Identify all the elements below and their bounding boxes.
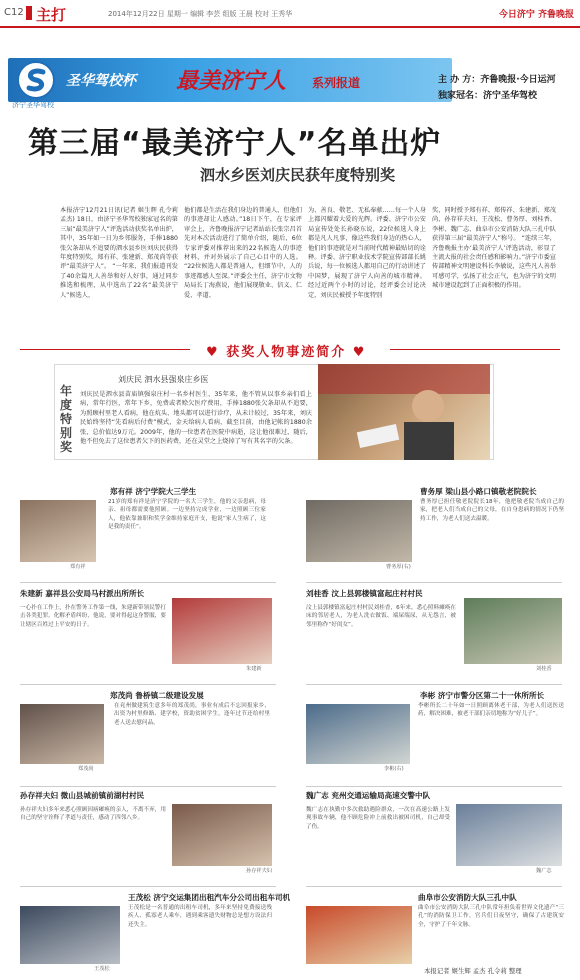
card-separator	[306, 886, 562, 887]
award-card-text: 曹务厚已担任敬老院院长18年，他把敬老院当成自己的家，把老人们当成自己的父母，在自身患病的情况下仍坚持工作，为老人们送去温暖。	[420, 499, 564, 522]
award-card-photo	[456, 804, 562, 866]
special-award-text: 刘庆民是泗水县苗庙镇强泉庄村一名乡村医生，35年来，他不管从以事乡亲们看上病，常年行医，常年下乡，免费或者赊欠医疗费用，手捧1880张欠条却从不追要，为照顾村里老人看病，他在炕头、地头都可以进行诊疗，从未计较过，35年来，刘庆民始终坚持“先看病后付费”模式，金天给病人看病，截至目前，由他记帐的1880余张，总价值达9万元。2009年，他的一位患者在医院中病逝，这让他很难过，随后，他不但免去了这位患者欠下的医药费，还在灵堂之上烧掉了写有其名字的欠条。	[80, 391, 312, 446]
card-separator	[306, 786, 562, 787]
organizer-line: 主 办 方：齐鲁晚报·今日运河	[438, 75, 556, 85]
award-card-photo	[20, 500, 96, 562]
section-divider-left	[20, 349, 190, 350]
award-card-text: 王茂松是一名普通的出租车司机，多年来坚持免费接送残疾人、孤寡老人乘车，遇到乘客遗失财物总是想方设法归还失主。	[128, 905, 272, 928]
award-card-text: 21岁的郑有祥是济宁学院的一名大三学生，他的父亲患病，母亲、祖母都需要他照顾。一边坚持完成学业，一边照顾三位家人，他依靠兼职和奖学金维持家庭开支，他说“家人生病了，这是我的责任”。	[108, 499, 266, 531]
award-card-heading: 魏广志 兖州交通运输局高速交警中队	[306, 791, 431, 800]
award-card-text: 曲阜市公安消防大队三孔中队常年担负着世界文化遗产“三孔”的消防保卫工作，官兵们日夜坚守，确保了古建筑安全，守护了千年文脉。	[418, 905, 564, 928]
section-title: 主打	[36, 6, 67, 24]
award-card-photo	[20, 906, 120, 964]
banner-cup-title: 圣华驾校杯	[66, 73, 136, 89]
card-separator	[306, 582, 562, 583]
award-card-text: 魏广志在执勤中多次救助遇险群众，一次在高速公路上发现事故车辆，他不顾危险冲上前救出被困司机，自己却受了伤。	[306, 807, 450, 830]
card-separator	[306, 684, 562, 685]
award-card-heading: 曹务厚 梁山县小路口镇敬老院院长	[420, 487, 537, 496]
card-separator	[20, 786, 276, 787]
section-marker	[26, 6, 32, 20]
award-card-photo	[172, 598, 272, 664]
special-award-photo	[318, 364, 490, 460]
article-subheadline: 泗水乡医刘庆民获年度特别奖	[200, 166, 396, 184]
award-card-caption: 王茂松	[94, 966, 110, 972]
award-card-caption: 郑有祥	[70, 564, 86, 570]
award-card-heading: 曲阜市公安消防大队三孔中队	[418, 893, 517, 902]
card-separator	[20, 684, 276, 685]
card-separator	[20, 886, 276, 887]
award-card-photo	[306, 500, 412, 562]
special-award-label: 年度特别奖	[60, 384, 73, 454]
article-headline: 第三届“最美济宁人”名单出炉	[28, 126, 442, 161]
article-column-1: 本报济宁12月21日讯(记者 姬生辉 孔令莉 孟杰) 18日，由济宁圣华驾校独家冠名的第三届“最美济宁人”评选活动获奖名单出炉，其中，35年如一日为乡邻服务，手捧1880张欠条却从不追要的泗水县乡医刘庆民获得年度特别奖，郑有祥、张建新、郑茂尚等获评“最美济宁人”。 “一年来，我们报道刊发了40余篇凡人善举和好人好事，通过同步推选和梳理，从中选出了22名“最美济宁人”候选人，	[60, 207, 178, 299]
logo-caption: 济宁圣华驾校	[12, 101, 54, 109]
banner-main-title: 最美济宁人	[176, 68, 287, 94]
award-card-heading: 朱建新 嘉祥县公安局马村派出所所长	[20, 589, 145, 598]
award-card-text: 一心扑在工作上，扑在警务工作第一线，朱建新带领民警打击各类犯罪，化解矛盾纠纷，他说，要对得起这身警服，要让辖区百姓过上平安的日子。	[20, 605, 166, 628]
award-card-text: 李彬所长二十年如一日照顾离休老干部，为老人们送医送药，解决困难，被老干部们亲切地称为“好儿子”。	[418, 703, 564, 718]
award-card-photo	[464, 598, 562, 664]
award-card-photo	[306, 906, 412, 964]
article-column-3: 为、善良、敬老、无私奉献……每一个人身上都闪耀着大爱的光辉。评委、济宁市公安局宣传处处长孙晓东说，22位候选人身上都是凡人凡事，像这些我们身边的热心人，他们的事迹就是对当前时代精神最贴切的诠释。评委、济宁职业技术学院宣传部部长姚兵说，每一位候选人都用自己的行动讲述了中国梦，展现了济宁人向善的城市精神。 经过近两个小时的讨论，经评委会讨论决定，刘庆民被授予年度特别	[308, 207, 426, 299]
page-number: C12	[4, 7, 24, 18]
award-card-photo	[20, 704, 104, 764]
school-logo-icon	[16, 60, 56, 100]
intro-section-title: ♥ 获奖人物事迹简介 ♥	[206, 345, 367, 360]
award-card-caption: 李彬(右)	[384, 766, 404, 772]
paper-name: 今日济宁 齐鲁晚报	[498, 10, 574, 20]
award-card-heading: 郑有祥 济宁学院大三学生	[110, 487, 197, 496]
award-card-photo	[306, 704, 410, 764]
award-card-text: 在兖州做建筑生意多年的郑茂尚，事业有成后不忘回报家乡，出资为村里修路、建学校，资助贫困学生，逢年过节还给村里老人送去慰问品。	[114, 703, 270, 726]
award-card-caption: 刘桂香	[536, 666, 552, 672]
special-award-name: 刘庆民 泗水县强泉庄乡医	[118, 375, 209, 384]
section-divider-right	[390, 349, 560, 350]
award-card-text: 孙存祥夫妇多年来悉心照顾因病瘫痪的亲人，不离不弃，用自己的坚守诠释了孝道与责任，感动了四邻八乡。	[20, 807, 166, 822]
award-card-heading: 孙存祥夫妇 微山县城前镇前湖村村民	[20, 791, 145, 800]
award-card-heading: 郑茂尚 鲁桥镇二级建设发展	[110, 691, 204, 700]
award-card-photo	[172, 804, 272, 866]
award-card-heading: 刘桂香 汶上县郭楼镇富起庄村村民	[306, 589, 423, 598]
award-card-caption: 曹务厚(右)	[386, 564, 411, 570]
card-separator	[20, 582, 276, 583]
issue-meta: 2014年12月22日 星期一 编辑 李芸 组版 王晨 校对 王秀华	[108, 10, 293, 18]
award-card-text: 汶上县郭楼镇富起庄村村民刘桂香，6年来，悉心照料瘫痪在床的邻居老人，为老人洗衣做饭、端屎端尿，从无怨言，被邻里称作“好闺女”。	[306, 605, 456, 628]
award-card-caption: 孙存祥夫妇	[246, 868, 272, 874]
article-column-2: 他们都是生活在我们身边的普通人，但他们的事迹却让人感动。”18日下午，在专家评审会上，齐鲁晚报济宁记者站站长张宗昌首先对本次活动进行了简单介绍，随后，6位专家评委对推荐出来的22名候选人的事迹材料，并对外展示了自己心目中的人选。 “22位候选人都是普通人，但细节中，人的事迹都感人至深。”评委会主任，济宁市文物局局长丁海燕说，他们展现敬业、信义、仁爱、孝道、	[184, 207, 302, 299]
award-card-caption: 郑茂尚	[78, 766, 94, 772]
banner-series-label: 系列报道	[312, 76, 361, 90]
award-card-heading: 王茂松 济宁交运集团出租汽车分公司出租车司机	[128, 893, 291, 902]
award-card-heading: 李彬 济宁市警分区第二十一休所所长	[420, 691, 545, 700]
award-card-caption: 朱建新	[246, 666, 262, 672]
footer-credit: 本报记者 姬生辉 孟杰 孔令莉 整理	[424, 967, 522, 975]
exclusive-sponsor-line: 独家冠名：济宁圣华驾校	[438, 91, 538, 101]
article-column-4: 奖，同时授予郑有祥、郑传祥、朱建新、郑茂尚、孙存祥夫妇、王茂松、曹务厚、刘桂香、李彬、魏广志、曲阜市公安消防大队三孔中队获得第三届“最美济宁人”称号。 “连续三年，齐鲁晚报主办‘最美济宁人’评选活动，彰显了主流大报的社会责任感和影响力。”济宁市委宣传部精神文明建设科长李敏说，这些凡人善举可感可学，弘扬了社会正气，也为济宁的文明城市建设起到了正面积极的作用。	[432, 207, 556, 290]
award-card-caption: 魏广志	[536, 868, 552, 874]
